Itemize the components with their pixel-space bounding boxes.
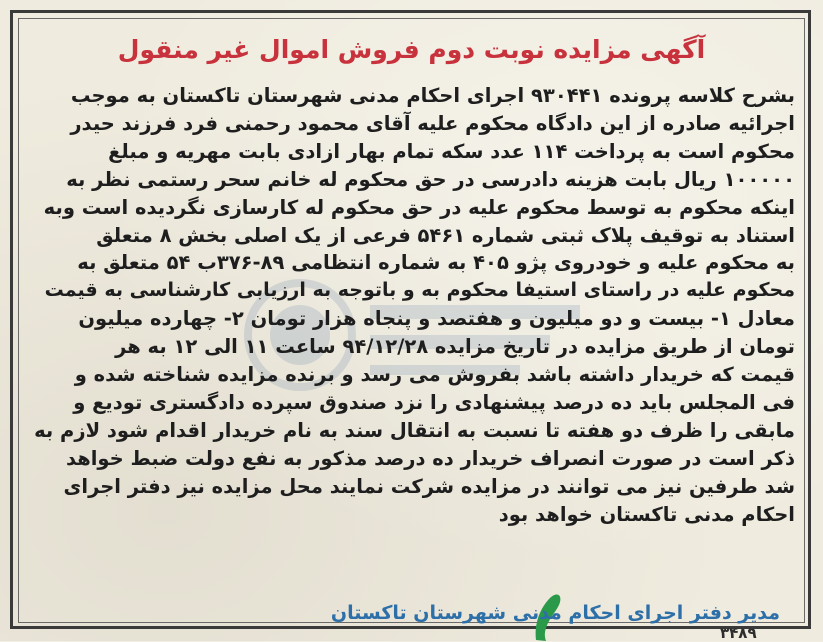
body-line: احکام مدنی تاکستان خواهد بود <box>498 502 795 526</box>
body-line: محکوم علیه در راستای استیفا محکوم به و باتوجه به ارزیابی کارشناسی به قیمت <box>44 279 795 302</box>
body-line: بشرح کلاسه پرونده ۹۳۰۴۴۱ اجرای احکام مدنی شهرستان تاکستان به موجب <box>70 84 795 107</box>
body-line: محکوم است به پرداخت ۱۱۴ عدد سکه تمام بهار ازادی بابت مهریه و مبلغ <box>108 139 795 163</box>
notice-body <box>30 82 795 529</box>
body-line: به محکوم علیه و خودروی پژو ۴۰۵ به شماره انتظامی ۸۹-۳۷۶ب ۵۴ متعلق به <box>77 251 795 275</box>
notice-title: آگهی مزایده نوبت دوم فروش اموال غیر منقول <box>117 35 706 64</box>
body-line: اینکه محکوم به توسط محکوم علیه در حق محکوم له کارسازی نگردیده است وبه <box>43 195 795 219</box>
body-line: شد طرفین نیز می توانند در مزایده شرکت نمایند محل مزایده نیز دفتر اجرای <box>63 474 795 498</box>
notice-code: ۳۴۸۹ <box>720 624 757 642</box>
body-line: استناد به توقیف پلاک ثبتی شماره ۵۴۶۱ فرعی از یک اصلی بخش ۸ متعلق <box>96 223 795 247</box>
body-line: ۱۰۰۰۰۰ ریال بابت هزینه دادرسی در حق محکوم له خانم سحر رستمی نظر به <box>66 167 795 191</box>
body-line: ذکر است در صورت انصراف خریدار ده درصد مذکور به نفع دولت ضبط خواهد <box>65 446 795 470</box>
signature-line: مدیر دفتر اجرای احکام مدنی شهرستان تاکستان <box>330 602 780 624</box>
body-line: مابقی را ظرف دو هفته تا نسبت به انتقال سند به نام خریدار اقدام شود لازم به <box>34 418 795 442</box>
body-line: تومان از طریق مزایده در تاریخ مزایده ۹۴/۱۲/۲۸ ساعت ۱۱ الی ۱۲ به هر <box>115 335 795 359</box>
body-line: اجرائیه صادره از این دادگاه محکوم علیه آقای محمود رحمنی فرد فرزند حیدر <box>70 111 795 135</box>
body-line: فی المجلس باید ده درصد پیشنهادی را نزد صندوق سپرده دادگستری تودیع و <box>73 390 795 414</box>
body-line: معادل ۱- بیست و دو میلیون و هفتصد و پنجاه هزار تومان ۲- چهارده میلیون <box>78 307 795 331</box>
body-line: قیمت که خریدار داشته باشد بفروش می رسد و برنده مزایده شناخته شده و <box>74 363 795 387</box>
